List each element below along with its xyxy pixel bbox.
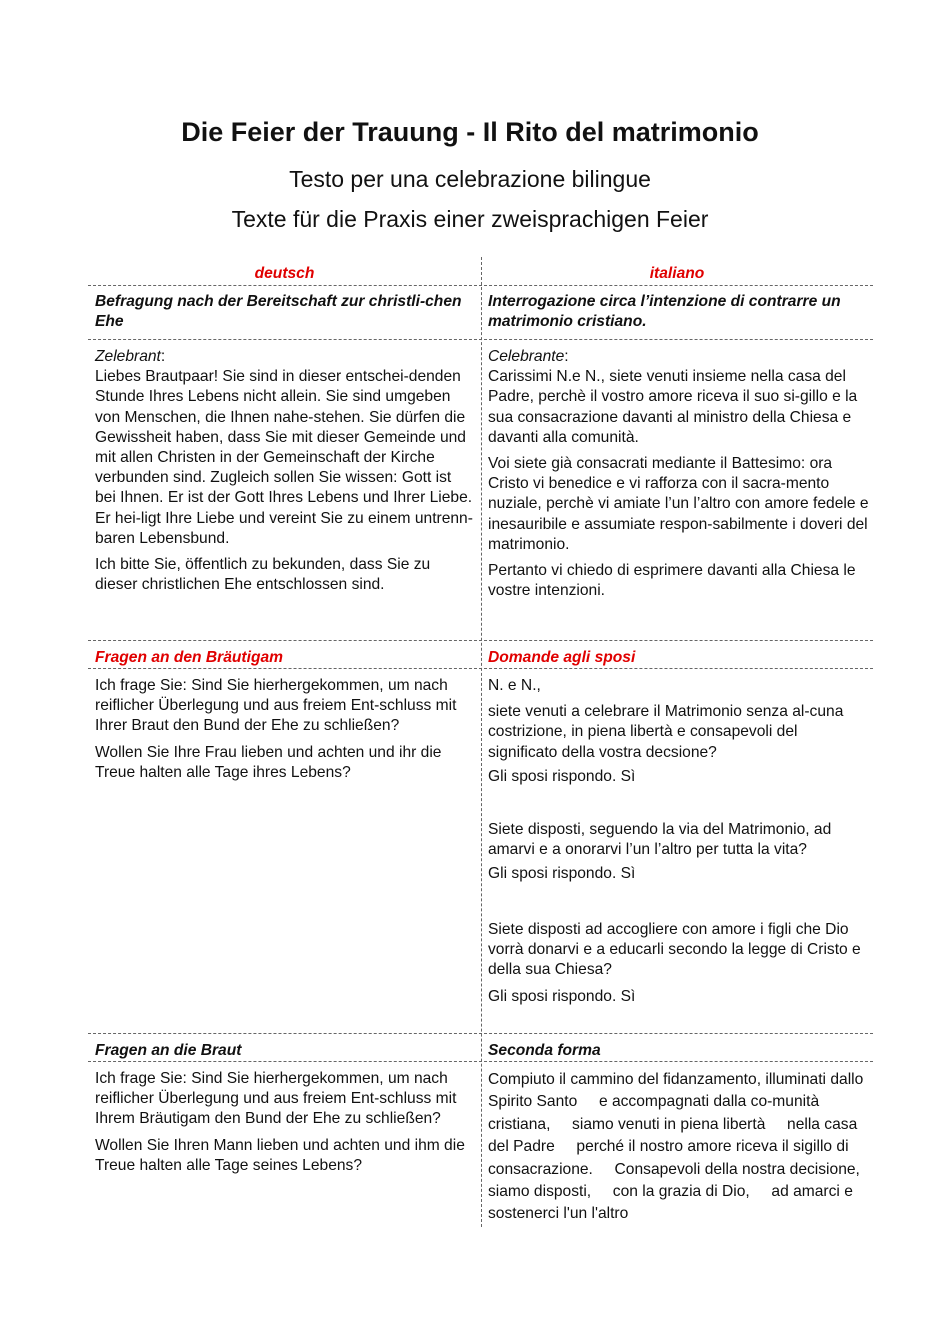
column-header-german: deutsch [254, 265, 315, 282]
subtitle-german: Texte für die Praxis einer zweisprachigen Feier [231, 206, 709, 232]
section-body-italian [488, 676, 871, 787]
section-body-german [95, 1069, 475, 1182]
section-heading-german: Fragen an die Braut [95, 1042, 242, 1059]
row-divider [88, 1033, 873, 1034]
section-heading-italian: Interrogazione circa l’intenzione di contrarre un matrimonio cristiano. [488, 293, 841, 331]
subtitle-italian: Testo per una celebrazione bilingue [289, 166, 651, 192]
row-divider [88, 339, 873, 340]
paragraph: Voi siete già consacrati mediante il Battesimo: ora Cristo vi benedice e vi rafforza con il sacra-mento nuziale, perchè vi amiate l’un l’altro con amore fedele e inesauribile e assumiate respon-sabilmente i doveri del matrimonio. [488, 455, 869, 553]
column-divider [481, 257, 482, 1227]
paragraph: Ich frage Sie: Sind Sie hierhergekommen, um nach reiflicher Überlegung und aus freiem Ent-schluss mit Ihrer Braut den Bund der Ehe zu schließen? [95, 677, 457, 735]
answer: Gli sposi rispondo. Sì [488, 767, 636, 785]
section-heading-italian: Seconda forma [488, 1042, 601, 1059]
section-body-italian [488, 1069, 882, 1232]
paragraph: Liebes Brautpaar! Sie sind in dieser entschei-denden Stunde Ihres Lebens nicht allein. Sie sind umgeben von Menschen, die Ihnen nahe-stehen. Sie dürfen die Gewissheit haben, dass Sie mit dieser Gemeinde und mit allen Christen in der Gemeinschaft der Kirche verbunden sind. Zugleich sollen Sie wissen: Gott ist bei Ihnen. Er ist der Gott Ihres Lebens und Ihrer Liebe. Er hei-ligt Ihre Liebe und vereint Sie zu einem untrenn-baren Lebensbund. [95, 368, 473, 547]
section-body-german: Zelebrant: Liebes Brautpaar! Sie sind in dieser entschei-denden Stunde Ihres Lebens nicht allein. Sie sind umgeben von Menschen, die Ihnen nahe-stehen. Sie dürfen die Gewissheit haben, dass Sie mit dieser Gemeinde und mit allen Christen in der Gemeinschaft der Kirche verbunden sind. Zugleich sollen Sie wissen: Gott ist bei Ihnen. Er ist der Gott Ihres Lebens und Ihrer Liebe. Er hei-ligt Ihre Liebe und vereint Sie zu einem untrenn-baren Lebensbund. Ich bitte Sie, öffentlich zu bekunden, dass Sie zu dieser christlichen Ehe entschlossen sind. [95, 347, 475, 601]
row-divider [88, 640, 873, 641]
section-heading-german: Fragen an den Bräutigam [95, 649, 284, 666]
question: Siete disposti, seguendo la via del Matrimonio, ad amarvi e a onorarvi l’un l’altro per tutta la vita? [488, 821, 832, 859]
paragraph: Compiuto il cammino del fidanzamento, illuminati dallo Spirito Santo e accompagnati dalla co-munità cristiana, siamo venuti in piena libertà nella casa del Padre perché il nostro amore riceva il sigillo di consacrazione. Consapevoli della nostra decisione, siamo disposti, con la grazia di Dio, ad amarci e sostenerci l'un l'altro [488, 1071, 882, 1223]
section-heading-italian: Domande agli sposi [488, 649, 636, 666]
paragraph: Carissimi N.e N., siete venuti insieme nella casa del Padre, perchè il vostro amore riceva il suo si-gillo e la sua consacrazione davanti al ministro della Chiesa e davanti alla comunità. [488, 368, 858, 446]
section-body-german [95, 676, 475, 789]
question: siete venuti a celebrare il Matrimonio senza al-cuna costrizione, in piena libertà e consapevoli del significato della vostra decsione? [488, 703, 844, 761]
paragraph: Wollen Sie Ihre Frau lieben und achten und ihr die Treue halten alle Tage ihres Lebens? [95, 743, 442, 781]
paragraph: Ich bitte Sie, öffentlich zu bekunden, dass Sie zu dieser christlichen Ehe entschlossen sind. [95, 556, 431, 594]
answer: Gli sposi rispondo. Sì [488, 865, 636, 883]
question: Siete disposti ad accogliere con amore i figli che Dio vorrà donarvi e a educarli secondo la legge di Cristo e della sua Chiesa? [488, 921, 861, 979]
paragraph: Pertanto vi chiedo di esprimere davanti alla Chiesa le vostre intenzioni. [488, 562, 856, 600]
answer: Gli sposi rispondo. Sì [488, 987, 636, 1005]
row-divider [88, 285, 873, 286]
section-body-italian: Celebrante: Carissimi N.e N., siete venuti insieme nella casa del Padre, perchè il vostro amore riceva il suo si-gillo e la sua consacrazione davanti al ministro della Chiesa e davanti alla comunità. Voi siete già consacrati mediante il Battesimo: ora Cristo vi benedice e vi rafforza con il sacra-mento nuziale, perchè vi amiate l’un l’altro con amore fedele e inesauribile e assumiate respon-sabilmente i doveri del matrimonio. Pertanto vi chiedo di esprimere davanti alla Chiesa le vostre intenzioni. [488, 347, 871, 607]
question-block [488, 820, 871, 885]
page-title: Die Feier der Trauung - Il Rito del matrimonio [181, 117, 759, 147]
speaker-label: Zelebrant [95, 348, 161, 365]
question-block [488, 920, 871, 1007]
column-header-italian: italiano [649, 265, 705, 282]
paragraph: Wollen Sie Ihren Mann lieben und achten und ihm die Treue halten alle Tage seines Lebens? [95, 1136, 465, 1174]
speaker-label: Celebrante [488, 348, 565, 365]
paragraph: Ich frage Sie: Sind Sie hierhergekommen, um nach reiflicher Überlegung und aus freiem Ent-schluss mit Ihrem Bräutigam den Bund der Ehe zu schließen? [95, 1070, 457, 1128]
paragraph: N. e N., [488, 677, 541, 694]
section-heading-german: Befragung nach der Bereitschaft zur christli-chen Ehe [95, 293, 462, 331]
